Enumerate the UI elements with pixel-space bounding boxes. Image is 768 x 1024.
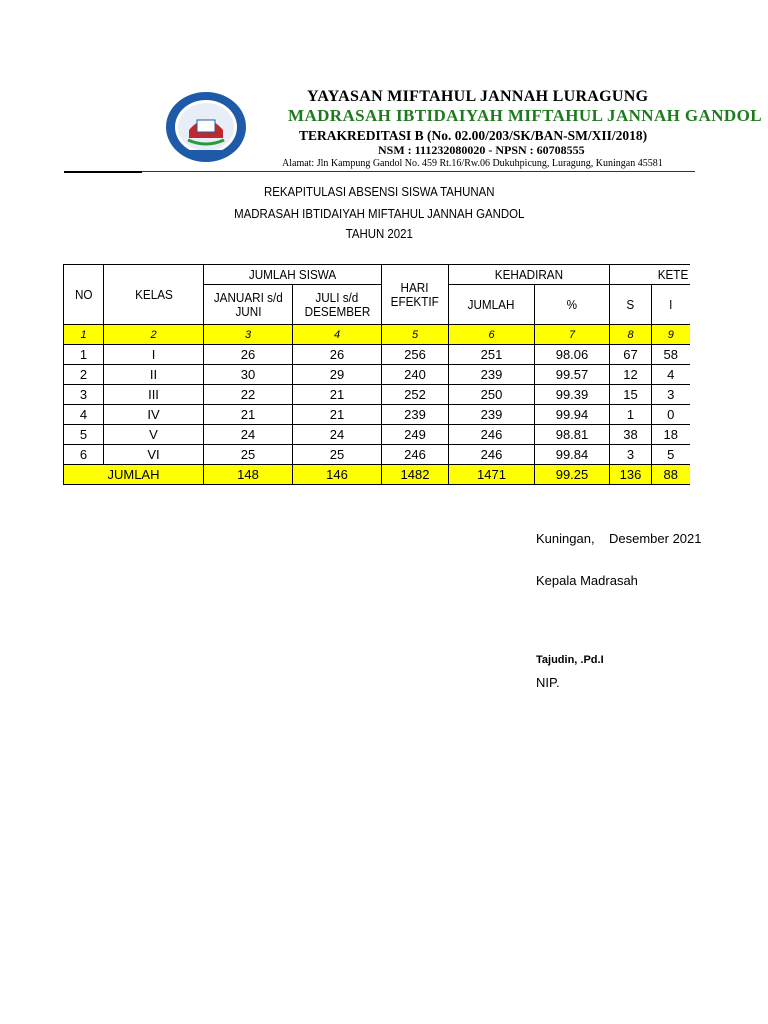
header-s: S xyxy=(610,285,652,325)
cell-jumlah: 250 xyxy=(449,385,535,405)
cell-persen: 99.84 xyxy=(535,445,610,465)
index-cell: 7 xyxy=(535,325,610,345)
header-jumlah-siswa: JUMLAH SISWA xyxy=(204,265,382,285)
cell-jumlah: 239 xyxy=(449,405,535,425)
cell-kelas: I xyxy=(104,345,204,365)
cell-kelas: V xyxy=(104,425,204,445)
cell-persen: 98.06 xyxy=(535,345,610,365)
cell-kelas: VI xyxy=(104,445,204,465)
cell-jan-jun: 22 xyxy=(204,385,293,405)
cell-s: 1 xyxy=(610,405,652,425)
total-row xyxy=(64,465,690,485)
header-divider-accent xyxy=(64,171,142,173)
cell-no: 4 xyxy=(64,405,104,425)
report-title: REKAPITULASI ABSENSI SISWA TAHUNAN xyxy=(264,184,495,199)
header-i: I xyxy=(652,285,690,325)
cell-hari-efektif: 256 xyxy=(382,345,449,365)
header-jumlah: JUMLAH xyxy=(449,285,535,325)
cell-jan-jun: 26 xyxy=(204,345,293,365)
header-persen: % xyxy=(535,285,610,325)
accreditation: TERAKREDITASI B (No. 02.00/203/SK/BAN-SM/XII/2018) xyxy=(299,128,648,143)
cell-s: 12 xyxy=(610,365,652,385)
cell-s: 67 xyxy=(610,345,652,365)
cell-jul-des: 25 xyxy=(293,445,382,465)
cell-jul-des: 21 xyxy=(293,405,382,425)
header-kehadiran: KEHADIRAN xyxy=(449,265,610,285)
total-hari-efektif: 1482 xyxy=(382,465,449,485)
cell-hari-efektif: 246 xyxy=(382,445,449,465)
signer-name: Tajudin, .Pd.I xyxy=(536,654,604,666)
cell-kelas: IV xyxy=(104,405,204,425)
header-no: NO xyxy=(64,265,104,325)
cell-i: 4 xyxy=(652,365,690,385)
school-ids: NSM : 111232080020 - NPSN : 60708555 xyxy=(378,143,585,157)
table-row xyxy=(64,345,690,365)
cell-persen: 98.81 xyxy=(535,425,610,445)
cell-jan-jun: 30 xyxy=(204,365,293,385)
cell-s: 38 xyxy=(610,425,652,445)
cell-i: 5 xyxy=(652,445,690,465)
cell-s: 15 xyxy=(610,385,652,405)
school-logo xyxy=(164,90,248,166)
cell-hari-efektif: 240 xyxy=(382,365,449,385)
foundation-name: YAYASAN MIFTAHUL JANNAH LURAGUNG xyxy=(307,88,649,105)
header-kelas: KELAS xyxy=(104,265,204,325)
cell-hari-efektif: 249 xyxy=(382,425,449,445)
cell-jumlah: 246 xyxy=(449,425,535,445)
cell-jan-jun: 21 xyxy=(204,405,293,425)
cell-no: 1 xyxy=(64,345,104,365)
header-keterangan: KETE xyxy=(610,265,690,285)
index-cell: 6 xyxy=(449,325,535,345)
cell-no: 3 xyxy=(64,385,104,405)
table-row xyxy=(64,445,690,465)
total-jul-des: 146 xyxy=(293,465,382,485)
total-label: JUMLAH xyxy=(64,465,204,485)
cell-persen: 99.94 xyxy=(535,405,610,425)
cell-jul-des: 21 xyxy=(293,385,382,405)
cell-kelas: II xyxy=(104,365,204,385)
cell-i: 18 xyxy=(652,425,690,445)
cell-no: 5 xyxy=(64,425,104,445)
total-s: 136 xyxy=(610,465,652,485)
cell-i: 0 xyxy=(652,405,690,425)
cell-persen: 99.57 xyxy=(535,365,610,385)
header-divider xyxy=(64,171,695,172)
index-cell: 9 xyxy=(652,325,690,345)
cell-no: 6 xyxy=(64,445,104,465)
table-row xyxy=(64,365,690,385)
report-year: TAHUN 2021 xyxy=(345,226,413,241)
place-date: Kuningan, Desember 2021 xyxy=(536,531,702,546)
total-jan-jun: 148 xyxy=(204,465,293,485)
cell-persen: 99.39 xyxy=(535,385,610,405)
cell-hari-efektif: 252 xyxy=(382,385,449,405)
cell-no: 2 xyxy=(64,365,104,385)
signer-role: Kepala Madrasah xyxy=(536,573,638,588)
table-row xyxy=(64,425,690,445)
cell-i: 3 xyxy=(652,385,690,405)
cell-i: 58 xyxy=(652,345,690,365)
signer-nip: NIP. xyxy=(536,675,560,690)
attendance-table xyxy=(63,264,690,485)
total-jumlah: 1471 xyxy=(449,465,535,485)
index-cell: 3 xyxy=(204,325,293,345)
cell-jan-jun: 25 xyxy=(204,445,293,465)
header-hari-efektif: HARI EFEKTIF xyxy=(382,265,449,325)
total-persen: 99.25 xyxy=(535,465,610,485)
index-cell: 2 xyxy=(104,325,204,345)
cell-hari-efektif: 239 xyxy=(382,405,449,425)
cell-s: 3 xyxy=(610,445,652,465)
column-index-row xyxy=(64,325,690,345)
header-jan-jun: JANUARI s/d JUNI xyxy=(204,285,293,325)
cell-jumlah: 239 xyxy=(449,365,535,385)
school-address: Alamat: Jln Kampung Gandol No. 459 Rt.16/Rw.06 Dukuhpicung, Luragung, Kuningan 45581 xyxy=(282,158,663,169)
cell-jul-des: 24 xyxy=(293,425,382,445)
index-cell: 5 xyxy=(382,325,449,345)
cell-jan-jun: 24 xyxy=(204,425,293,445)
cell-jul-des: 29 xyxy=(293,365,382,385)
total-i: 88 xyxy=(652,465,690,485)
cell-jumlah: 246 xyxy=(449,445,535,465)
school-name: MADRASAH IBTIDAIYAH MIFTAHUL JANNAH GANDOL xyxy=(288,106,762,125)
table-row xyxy=(64,385,690,405)
index-cell: 4 xyxy=(293,325,382,345)
index-cell: 1 xyxy=(64,325,104,345)
index-cell: 8 xyxy=(610,325,652,345)
header-jul-des: JULI s/d DESEMBER xyxy=(293,285,382,325)
cell-jul-des: 26 xyxy=(293,345,382,365)
cell-jumlah: 251 xyxy=(449,345,535,365)
cell-kelas: III xyxy=(104,385,204,405)
report-subtitle: MADRASAH IBTIDAIYAH MIFTAHUL JANNAH GANDOL xyxy=(234,206,525,221)
table-row xyxy=(64,405,690,425)
